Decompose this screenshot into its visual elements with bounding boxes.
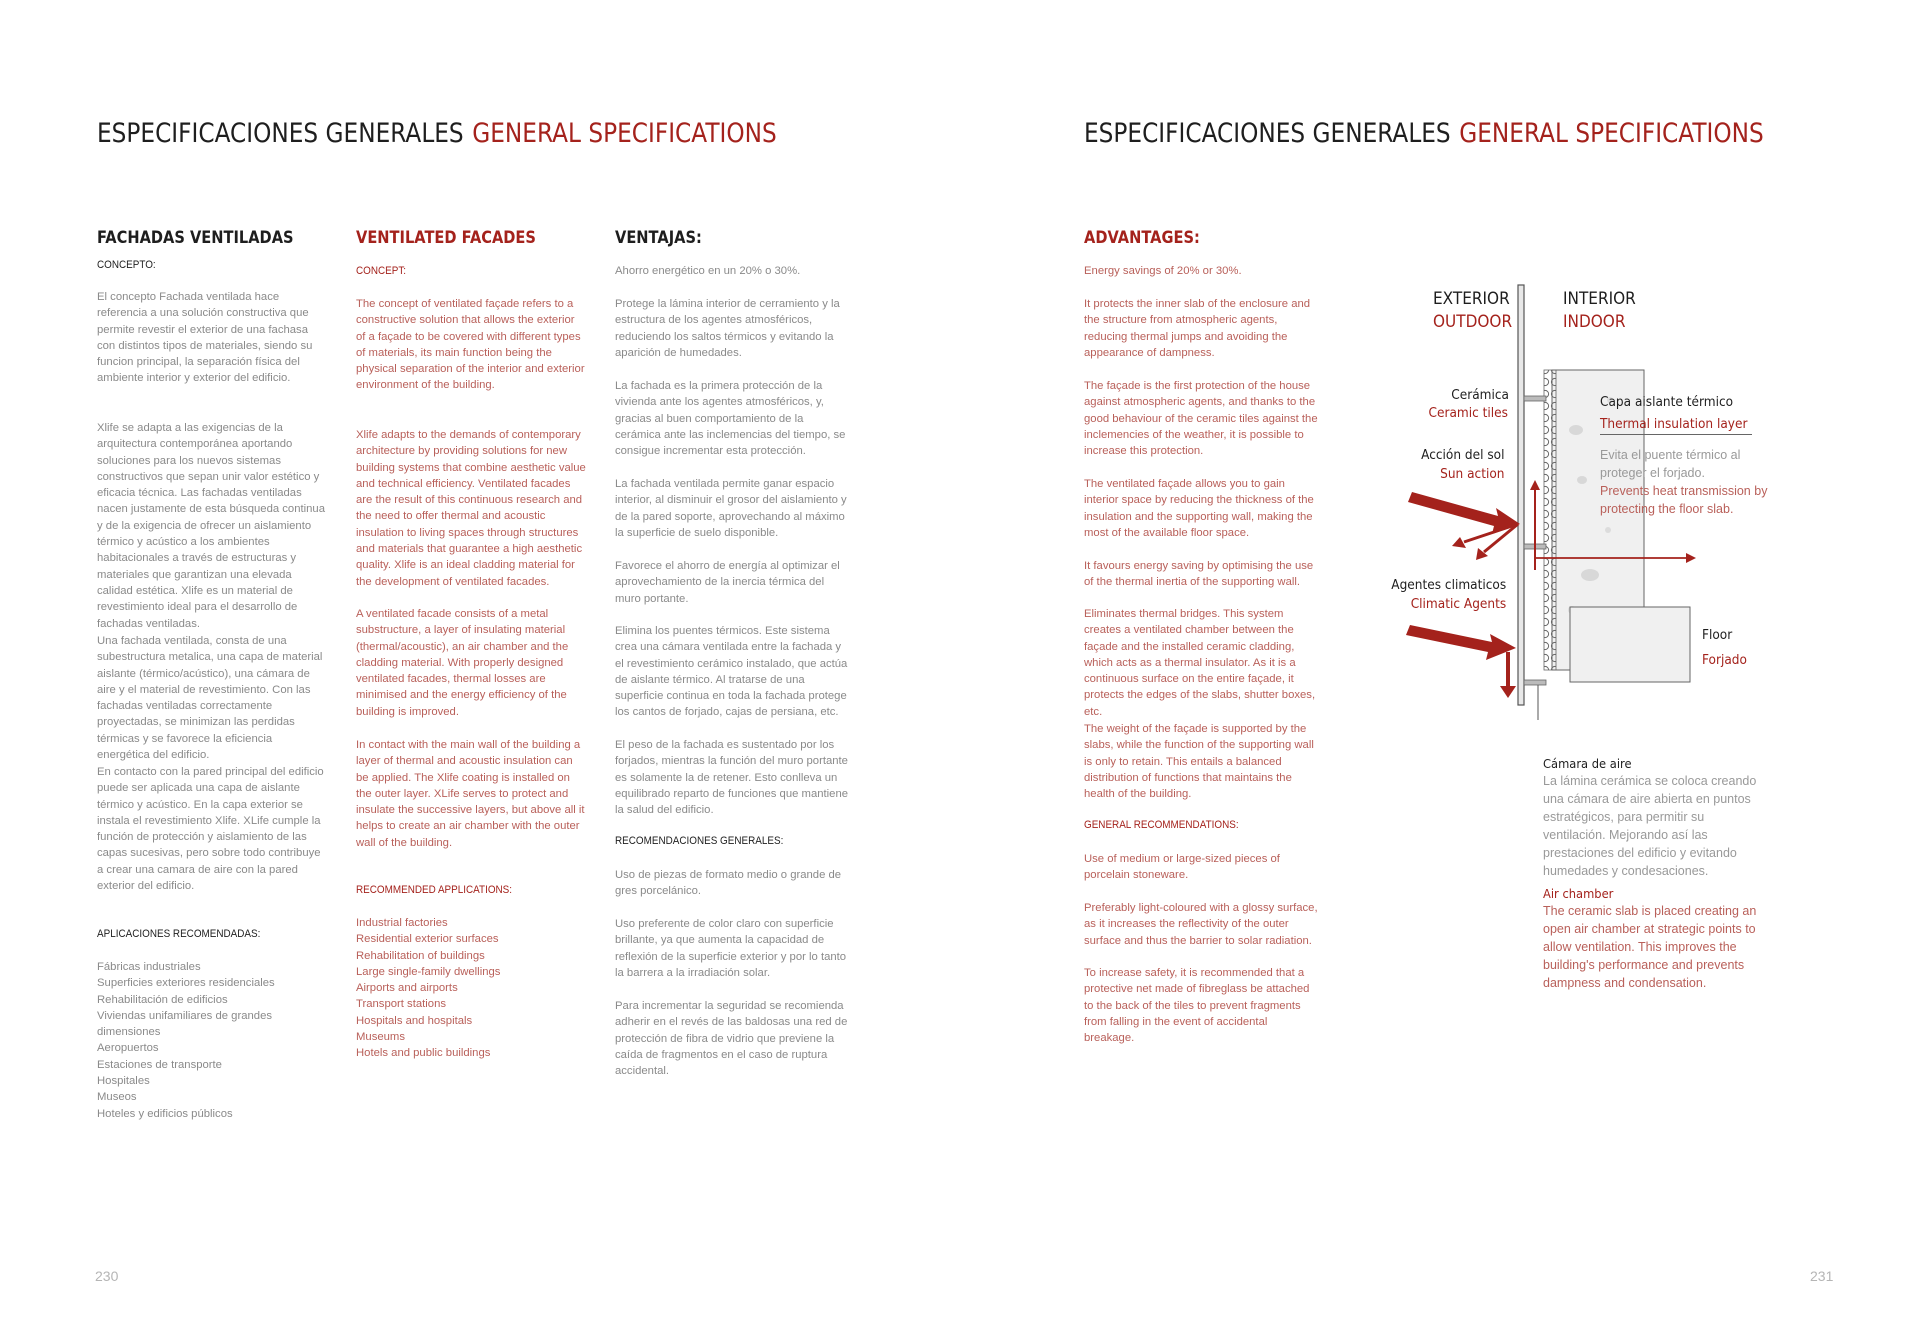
- col3-rec-2: Uso preferente de color claro con superficie brillante, ya que aumenta la capacidad de reflexión de la superficie exterior y por lo tanto la barrera a la irradiación solar.: [615, 918, 847, 979]
- label-camara-title: Cámara de aire: [1543, 756, 1632, 771]
- col4-para-3: The façade is the first protection of the house against atmospheric agents, and thanks to the good behaviour of the ceramic tiles against the inclemencies of the weather, it is possible to increase this protection.: [1084, 380, 1318, 458]
- col3-para-2: Protege la lámina interior de cerramiento y la estructura de los agentes atmosféricos, reduciendo los saltos térmicos y evitando la aparición de humedades.: [615, 298, 840, 359]
- list-item: Superficies exteriores residenciales: [97, 977, 275, 990]
- list-item: Estaciones de transporte: [97, 1058, 222, 1071]
- col4-para-5: It favours energy saving by optimising the use of the thermal inertia of the supporting wall.: [1084, 560, 1314, 589]
- col3-para-3: La fachada es la primera protección de la vivienda ante los agentes atmosféricos, y, gracias al buen comportamiento de la cerámica ante las inclemencias del tiempo, se consigue incrementar esta protección.: [615, 380, 846, 458]
- label-indoor: INDOOR: [1563, 312, 1626, 332]
- col1-para-3: Una fachada ventilada, consta de una subestructura metalica, una capa de material aislante (térmico/acústico), una cámara de aire y el material de revestimiento. Con las fachadas ventiladas correctamente proyectadas, se minimizan las perdidas térmicas y se favorece la eficiencia energética del edificio.: [97, 635, 323, 762]
- col2-heading: VENTILATED FACADES: [356, 228, 536, 248]
- floor-slab: [1570, 607, 1690, 682]
- list-item: Fábricas industriales: [97, 961, 201, 973]
- list-item: Museums: [356, 1031, 405, 1044]
- list-item: Hospitales: [97, 1075, 150, 1088]
- list-item: Hotels and public buildings: [356, 1047, 491, 1060]
- list-item: Museos: [97, 1091, 137, 1104]
- col4-recommendations-heading: GENERAL RECOMMENDATIONS:: [1084, 819, 1239, 831]
- title-es: ESPECIFICACIONES GENERALES: [1084, 118, 1451, 149]
- label-climatic-agents: Climatic Agents: [1410, 596, 1507, 612]
- anchor-bracket: [1524, 396, 1546, 401]
- col2-para-2: Xlife adapts to the demands of contemporary architecture by providing solutions for new building systems that combine aesthetic value and technical efficiency. Ventilated facades are the result of this continuous research and the need to offer thermal and acoustic insulation to living spaces through structures and materials that guarantee a high aesthetic quality. Xlife is an ideal cladding material for the development of ventilated facades.: [356, 429, 586, 588]
- title-en: GENERAL SPECIFICATIONS: [1459, 118, 1764, 149]
- list-item: Airports and airports: [356, 982, 458, 995]
- col4-para-4: The ventilated façade allows you to gain interior space by reducing the thickness of the insulation and the supporting wall, making the most of the available floor space.: [1084, 478, 1314, 539]
- col2-subheading: CONCEPT:: [356, 265, 407, 277]
- label-capa-aislante: Capa aislante térmico: [1600, 394, 1734, 410]
- ceramic-tile-layer: [1518, 285, 1524, 705]
- col2-para-4: In contact with the main wall of the building a layer of thermal and acoustic insulation can be applied. The Xlife coating is installed on the outer layer. XLife serves to protect and insulate the successive layers, but above all it helps to create an air chamber with the outer wall of the building.: [356, 739, 585, 849]
- col2-applications-list: [356, 915, 586, 1062]
- list-item: Rehabilitación de edificios: [97, 993, 228, 1006]
- insulation-layer: [1544, 370, 1556, 670]
- label-ceramica: Cerámica: [1451, 387, 1509, 403]
- list-item: Industrial factories: [356, 917, 448, 929]
- col4-para-2: It protects the inner slab of the enclosure and the structure from atmospheric agents, reducing thermal jumps and avoiding the appearance of dampness.: [1084, 298, 1311, 359]
- col3-para-1: Ahorro energético en un 20% o 30%.: [615, 265, 801, 277]
- label-sun-action: Sun action: [1440, 466, 1505, 482]
- label-floor: Floor: [1702, 627, 1733, 643]
- anchor-bracket: [1524, 680, 1546, 685]
- page-number-right: 231: [1810, 1268, 1834, 1284]
- label-puente-en: Prevents heat transmission by protecting the floor slab.: [1600, 484, 1768, 516]
- col3-recommendations-heading: RECOMENDACIONES GENERALES:: [615, 835, 784, 847]
- label-exterior: EXTERIOR: [1433, 289, 1510, 309]
- list-item: Rehabilitation of buildings: [356, 949, 485, 962]
- label-interior: INTERIOR: [1563, 289, 1636, 309]
- col3-rec-3: Para incrementar la seguridad se recomienda adherir en el revés de las baldosas una red de protección de fibra de vidrio que previene la caída de fragmentos en el caso de ruptura accidental.: [615, 1000, 848, 1078]
- col4-para-1: Energy savings of 20% or 30%.: [1084, 265, 1242, 277]
- page-number-left: 230: [95, 1268, 119, 1284]
- col1-para-2: Xlife se adapta a las exigencias de la arquitectura contemporánea aportando soluciones para los nuevos sistemas constructivos que sepan unir valor estético y eficacia técnica. Las fachadas ventiladas nacen justamente de esta búsqueda continua y de la exigencia de ofrecer un aislamiento térmico y acústico a los ambientes habitacionales a través de estructuras y materiales que garantizan una elevada calidad estética. Xlife es un material de revestimiento ideal para el desarrollo de fachadas ventiladas.: [97, 422, 325, 630]
- list-item: Aeropuertos: [97, 1042, 159, 1055]
- label-puente-es: Evita el puente térmico al proteger el forjado.: [1600, 448, 1741, 480]
- title-en: GENERAL SPECIFICATIONS: [472, 118, 777, 149]
- col1-applications-heading: APLICACIONES RECOMENDADAS:: [97, 928, 261, 940]
- col1-applications-list: [97, 959, 337, 1122]
- page-title-right: [1084, 118, 1764, 149]
- col3-para-5: Favorece el ahorro de energía al optimizar el aprovechamiento de la inercia térmica del muro portante.: [615, 560, 840, 605]
- label-camara-text: La lámina cerámica se coloca creando una cámara de aire abierta en puntos estratégicos, para permitir su ventilación. Mejorando así las prestaciones del edificio y evitando humedades y condesaciones.: [1543, 774, 1757, 878]
- col4-rec-1: Use of medium or large-sized pieces of porcelain stoneware.: [1084, 853, 1280, 882]
- col1-para-1: El concepto Fachada ventilada hace referencia a una solución constructiva que permite revestir el exterior de una fachasa con distintos tipos de materiales, siendo su funcion principal, la separación física del ambiente interior y exterior del edificio.: [97, 291, 313, 385]
- col4-rec-2: Preferably light-coloured with a glossy surface, as it increases the reflectivity of the outer surface and thus the barrier to solar radiation.: [1084, 902, 1318, 947]
- col3-para-4: La fachada ventilada permite ganar espacio interior, al disminuir el grosor del aislamiento y de la pared soporte, aprovechando al máximo la superficie de suelo disponible.: [615, 478, 847, 539]
- col2-applications-heading: RECOMMENDED APPLICATIONS:: [356, 884, 513, 896]
- col4-para-6: Eliminates thermal bridges. This system creates a ventilated chamber between the façade and the installed ceramic cladding, which acts as a thermal insulator. As it is a continuous surface on the entire façade, it protects the edges of the slabs, shutter boxes, etc.: [1084, 608, 1316, 718]
- label-air-chamber-text: The ceramic slab is placed creating an open air chamber at strategic points to allow ventilation. This improves the building's performance and prevents dampness and condensation.: [1543, 904, 1757, 990]
- list-item: Viviendas unifamiliares de grandes dimensiones: [97, 1009, 272, 1039]
- col4-heading: ADVANTAGES:: [1084, 228, 1200, 248]
- label-thermal-insulation: Thermal insulation layer: [1600, 416, 1748, 432]
- title-es: ESPECIFICACIONES GENERALES: [97, 118, 464, 149]
- col3-para-6: Elimina los puentes térmicos. Este sistema crea una cámara ventilada entre la fachada y el revestimiento cerámico instalado, que actúa de aislante térmico. Al tratarse de una superficie continua en toda la fachada protege los cantos de forjado, cajas de persiana, etc.: [615, 625, 848, 719]
- col3-para-7: El peso de la fachada es sustentado por los forjados, mientras la función del muro portante es solamente la de retener. Esto conlleva un equilibrado reparto de funciones que mantiene la salud del edificio.: [615, 739, 849, 817]
- label-outdoor: OUTDOOR: [1433, 312, 1513, 332]
- label-agentes: Agentes climaticos: [1391, 577, 1507, 593]
- divider: [1600, 434, 1752, 435]
- col1-subheading: CONCEPTO:: [97, 259, 156, 271]
- label-ceramic-tiles: Ceramic tiles: [1428, 405, 1508, 421]
- label-air-chamber-title: Air chamber: [1543, 886, 1614, 901]
- climatic-agents-arrow: [1406, 625, 1516, 660]
- col4-rec-3: To increase safety, it is recommended that a protective net made of fibreglass be attached to the back of the tiles to prevent fragments from falling in the event of accidental breakage.: [1084, 967, 1310, 1045]
- col2-para-3: A ventilated facade consists of a metal substructure, a layer of insulating material (thermal/acoustic), an air chamber and the cladding material. With properly designed ventilated facades, thermal losses are minimised and the energy efficiency of the building is improved.: [356, 608, 569, 718]
- col2-para-1: The concept of ventilated façade refers to a constructive solution that allows the exterior of a façade to be covered with different types of materials, its main function being the physical separation of the interior and exterior environment of the building.: [356, 298, 585, 392]
- col3-heading: VENTAJAS:: [615, 228, 702, 248]
- col1-heading: FACHADAS VENTILADAS: [97, 228, 294, 248]
- list-item: Transport stations: [356, 998, 446, 1011]
- list-item: Large single-family dwellings: [356, 965, 501, 978]
- col3-rec-1: Uso de piezas de formato medio o grande de gres porcelánico.: [615, 869, 842, 898]
- label-forjado: Forjado: [1702, 652, 1747, 668]
- page-title-left: [97, 118, 777, 149]
- list-item: Residential exterior surfaces: [356, 933, 499, 946]
- list-item: Hoteles y edificios públicos: [97, 1107, 233, 1120]
- col4-para-7: The weight of the façade is supported by the slabs, while the function of the supporting wall is only to retain. This entails a balanced distribution of functions that maintains the health of the building.: [1084, 723, 1314, 801]
- list-item: Hospitals and hospitals: [356, 1014, 473, 1027]
- col1-para-4: En contacto con la pared principal del edificio puede ser aplicada una capa de aislante térmico y acústico. En la capa exterior se instala el revestimiento Xlife. XLife cumple la función de protección y aislamiento de las capas sucesivas, pero sobre todo contribuye a crear una camara de aire con la pared exterior del edificio.: [97, 766, 324, 893]
- label-accion-sol: Acción del sol: [1421, 447, 1505, 463]
